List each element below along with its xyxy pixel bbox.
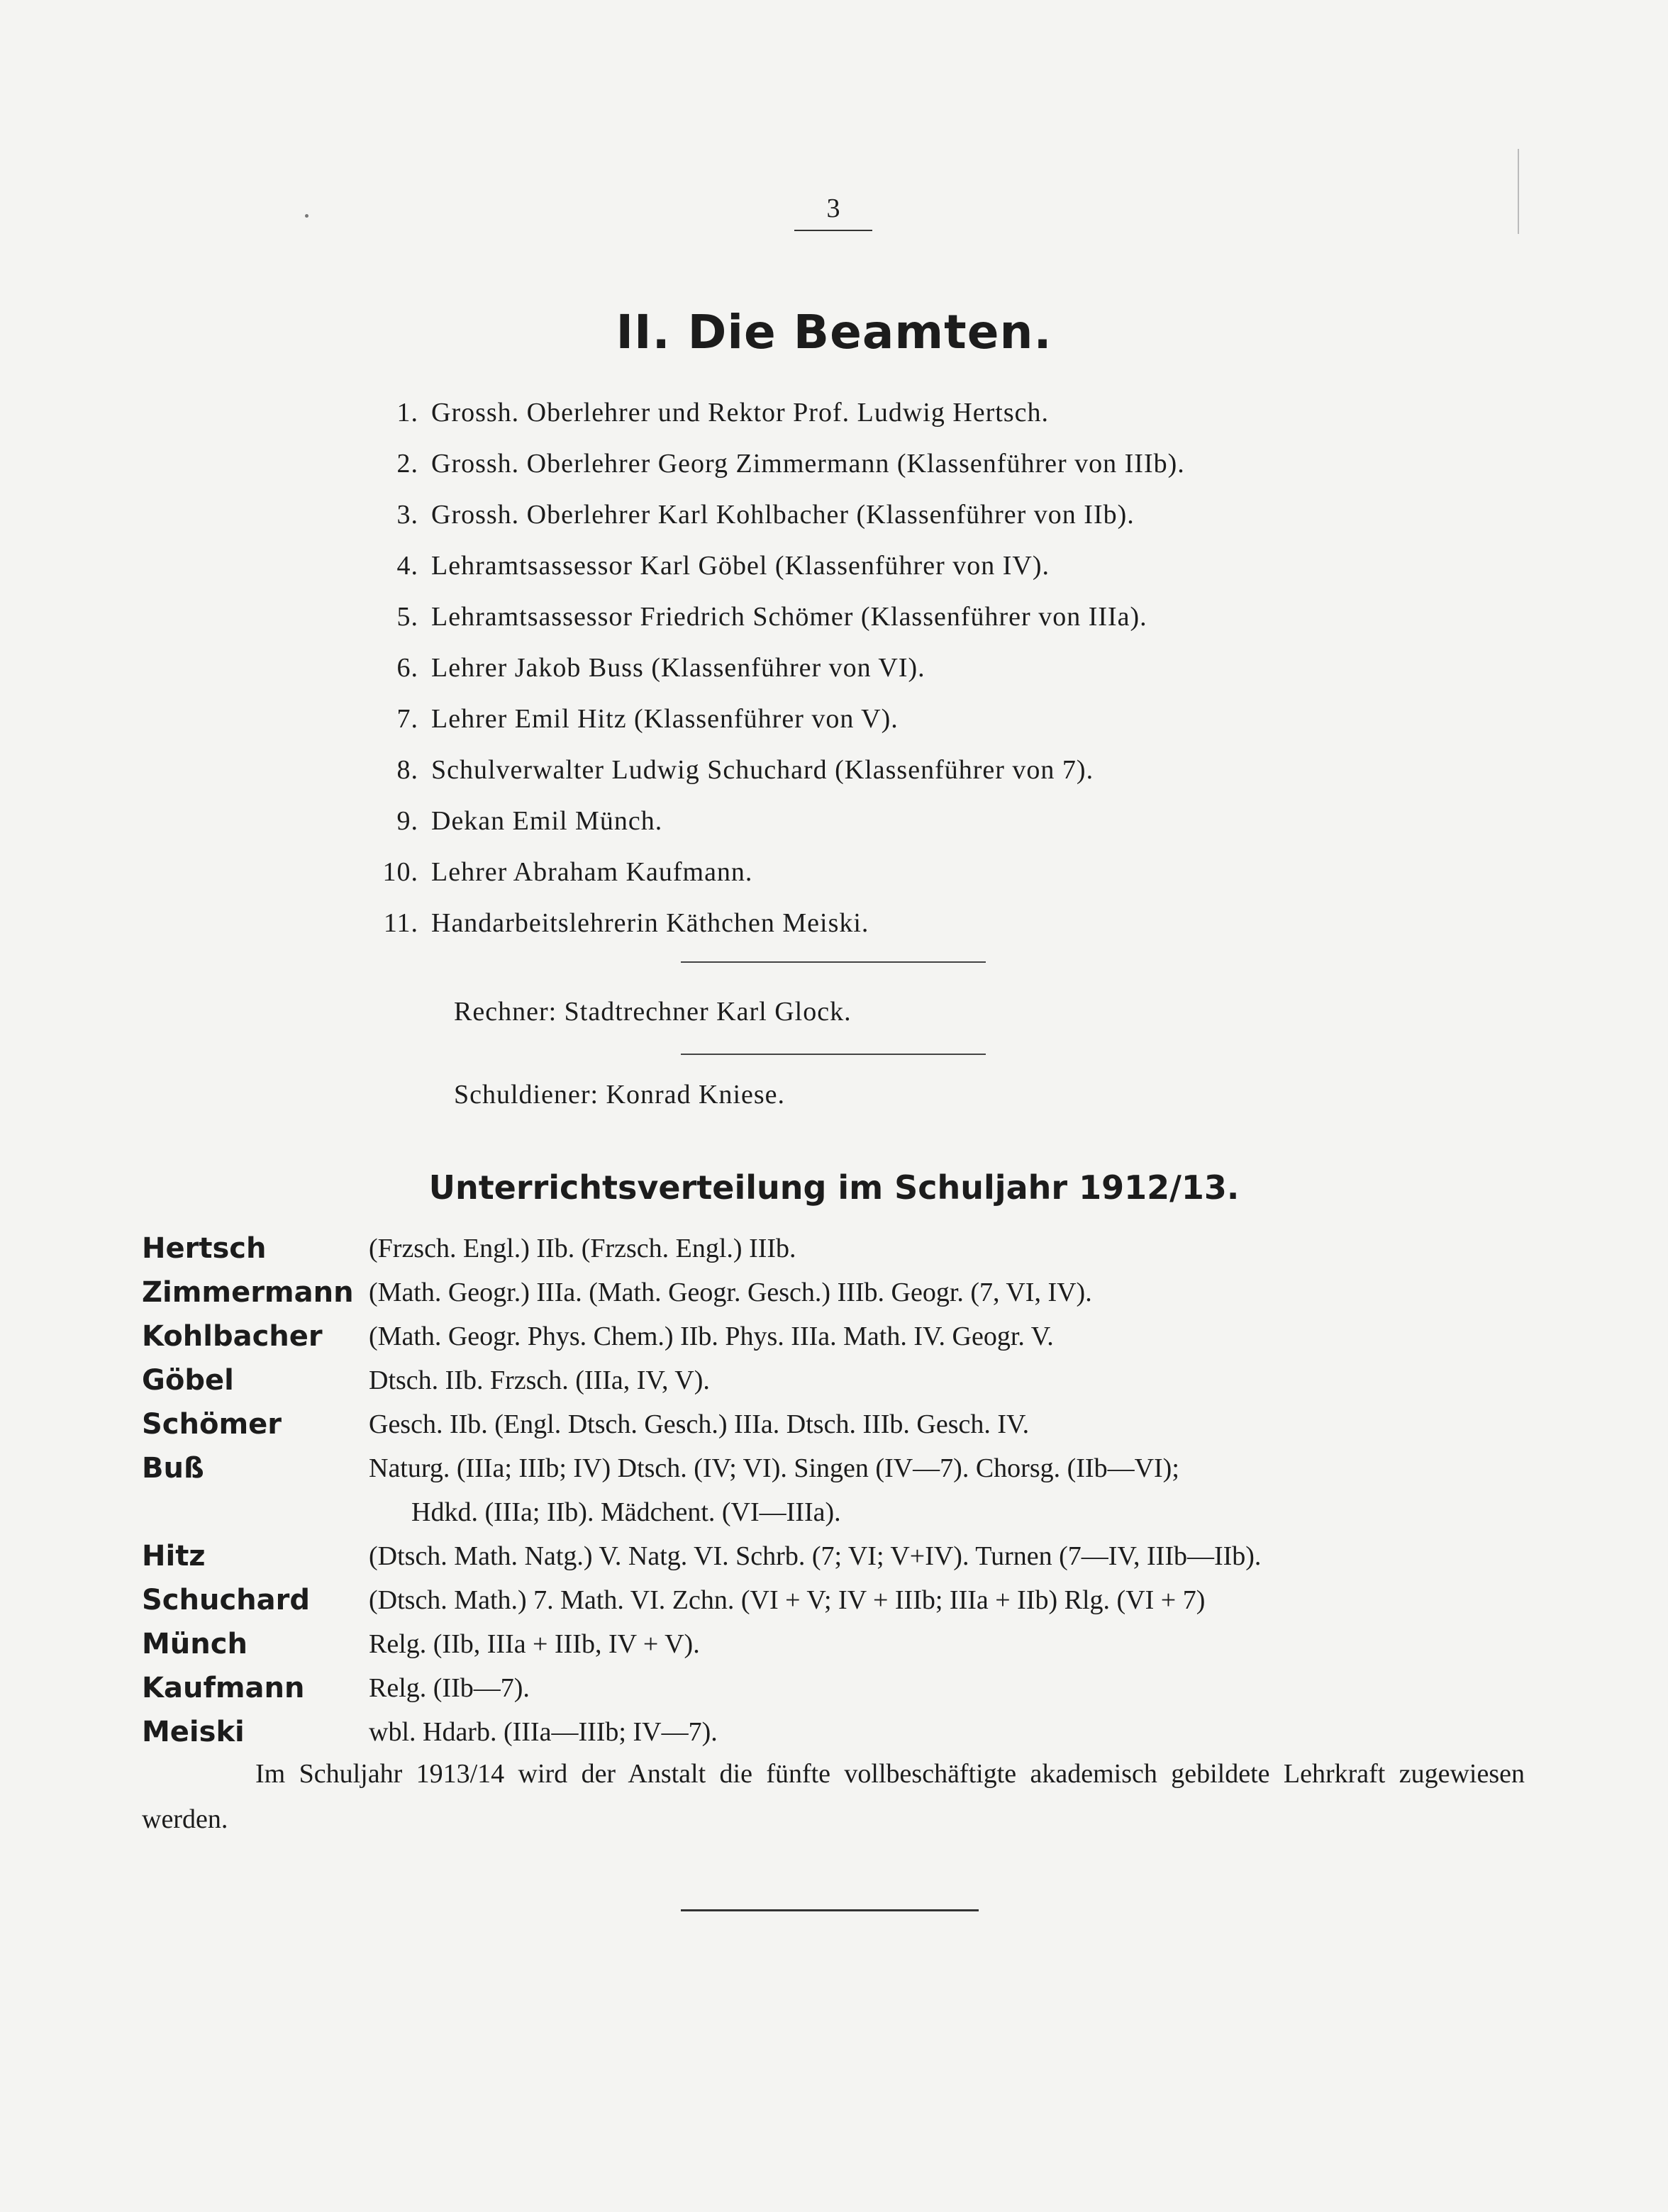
- page-number-rule: [794, 230, 872, 231]
- section-title: II. Die Beamten.: [616, 305, 1052, 359]
- staff-item: 4. Lehramtsassessor Karl Göbel (Klassenführer von IV).: [396, 551, 1050, 581]
- distribution-row: [142, 1358, 1532, 1402]
- staff-item: 6. Lehrer Jakob Buss (Klassenführer von VI).: [396, 653, 925, 683]
- teacher-name: Schuchard: [142, 1584, 311, 1616]
- teaching-assignment: (Math. Geogr. Phys. Chem.) IIb. Phys. IIIa. Math. IV. Geogr. V.: [369, 1322, 1054, 1351]
- teaching-assignment: Naturg. (IIIa; IIIb; IV) Dtsch. (IV; VI). Singen (IV—7). Chorsg. (IIb—VI);: [369, 1453, 1179, 1483]
- staff-item: 2. Grossh. Oberlehrer Georg Zimmermann (Klassenführer von IIIb).: [396, 449, 1185, 479]
- distribution-row: [142, 1446, 1532, 1490]
- distribution-row: [142, 1534, 1532, 1578]
- teaching-assignment: (Dtsch. Math.) 7. Math. VI. Zchn. (VI + V; IV + IIIb; IIIa + IIb) Rlg. (VI + 7): [369, 1585, 1206, 1615]
- staff-item: 7. Lehrer Emil Hitz (Klassenführer von V).: [396, 704, 899, 734]
- teaching-assignment: Relg. (IIb—7).: [369, 1673, 530, 1703]
- staff-item: 1. Grossh. Oberlehrer und Rektor Prof. Ludwig Hertsch.: [396, 398, 1049, 428]
- teacher-name: Göbel: [142, 1364, 234, 1397]
- teacher-name: Meiski: [142, 1716, 245, 1748]
- distribution-row: [142, 1710, 1532, 1754]
- schuldiener-line: Schuldiener: Konrad Kniese.: [454, 1080, 786, 1110]
- page-edge-mark: [1518, 149, 1519, 234]
- rechner-line: Rechner: Stadtrechner Karl Glock.: [454, 997, 852, 1027]
- page-number: 3: [826, 194, 840, 223]
- distribution-row: [142, 1314, 1532, 1358]
- teaching-assignment: (Frzsch. Engl.) IIb. (Frzsch. Engl.) IIIb.: [369, 1234, 796, 1263]
- distribution-title: Unterrichtsverteilung im Schuljahr 1912/13.: [428, 1168, 1240, 1207]
- teacher-name: Buß: [142, 1452, 204, 1485]
- staff-item: 8. Schulverwalter Ludwig Schuchard (Klassenführer von 7).: [396, 755, 1094, 785]
- distribution-row: [142, 1622, 1532, 1666]
- end-rule: [681, 1909, 979, 1911]
- distribution-row: [142, 1270, 1532, 1314]
- teacher-name: Kaufmann: [142, 1672, 305, 1704]
- distribution-list: [142, 1227, 1532, 1754]
- staff-item: 9. Dekan Emil Münch.: [396, 806, 663, 836]
- distribution-row: [142, 1402, 1532, 1446]
- teacher-name: Münch: [142, 1628, 248, 1660]
- staff-item: 11. Handarbeitslehrerin Käthchen Meiski.: [383, 908, 869, 938]
- teacher-name: Zimmermann: [142, 1276, 354, 1309]
- distribution-row: [142, 1666, 1532, 1710]
- teacher-name: Schömer: [142, 1408, 282, 1441]
- teaching-assignment: wbl. Hdarb. (IIIa—IIIb; IV—7).: [369, 1717, 718, 1747]
- teacher-name: Kohlbacher: [142, 1320, 323, 1353]
- teaching-assignment: Relg. (IIb, IIIa + IIIb, IV + V).: [369, 1629, 700, 1659]
- teaching-assignment-continued: Hdkd. (IIIa; IIb). Mädchent. (VI—IIIa).: [411, 1497, 841, 1527]
- teaching-assignment: Dtsch. IIb. Frzsch. (IIIa, IV, V).: [369, 1365, 710, 1395]
- staff-item: 5. Lehramtsassessor Friedrich Schömer (Klassenführer von IIIa).: [396, 602, 1147, 632]
- distribution-row: [142, 1227, 1532, 1270]
- distribution-row: [142, 1578, 1532, 1622]
- teaching-assignment: (Math. Geogr.) IIIa. (Math. Geogr. Gesch.) IIIb. Geogr. (7, VI, IV).: [369, 1278, 1092, 1307]
- separator-rule: [681, 961, 986, 963]
- distribution-row-continuation: [142, 1490, 1532, 1534]
- staff-item: 3. Grossh. Oberlehrer Karl Kohlbacher (Klassenführer von IIb).: [396, 500, 1135, 530]
- closing-paragraph: Im Schuljahr 1913/14 wird der Anstalt die fünfte vollbeschäftigte akademisch gebildete Lehrkraft zugewiesen werden.: [142, 1759, 1525, 1834]
- teaching-assignment: (Dtsch. Math. Natg.) V. Natg. VI. Schrb. (7; VI; V+IV). Turnen (7—IV, IIIb—IIb).: [369, 1541, 1262, 1571]
- separator-rule: [681, 1054, 986, 1055]
- speck-mark: [305, 214, 308, 218]
- teacher-name: Hitz: [142, 1540, 206, 1573]
- staff-list: [369, 397, 1185, 959]
- staff-item: 10. Lehrer Abraham Kaufmann.: [382, 857, 753, 887]
- teaching-assignment: Gesch. IIb. (Engl. Dtsch. Gesch.) IIIa. Dtsch. IIIb. Gesch. IV.: [369, 1409, 1030, 1439]
- teacher-name: Hertsch: [142, 1232, 267, 1265]
